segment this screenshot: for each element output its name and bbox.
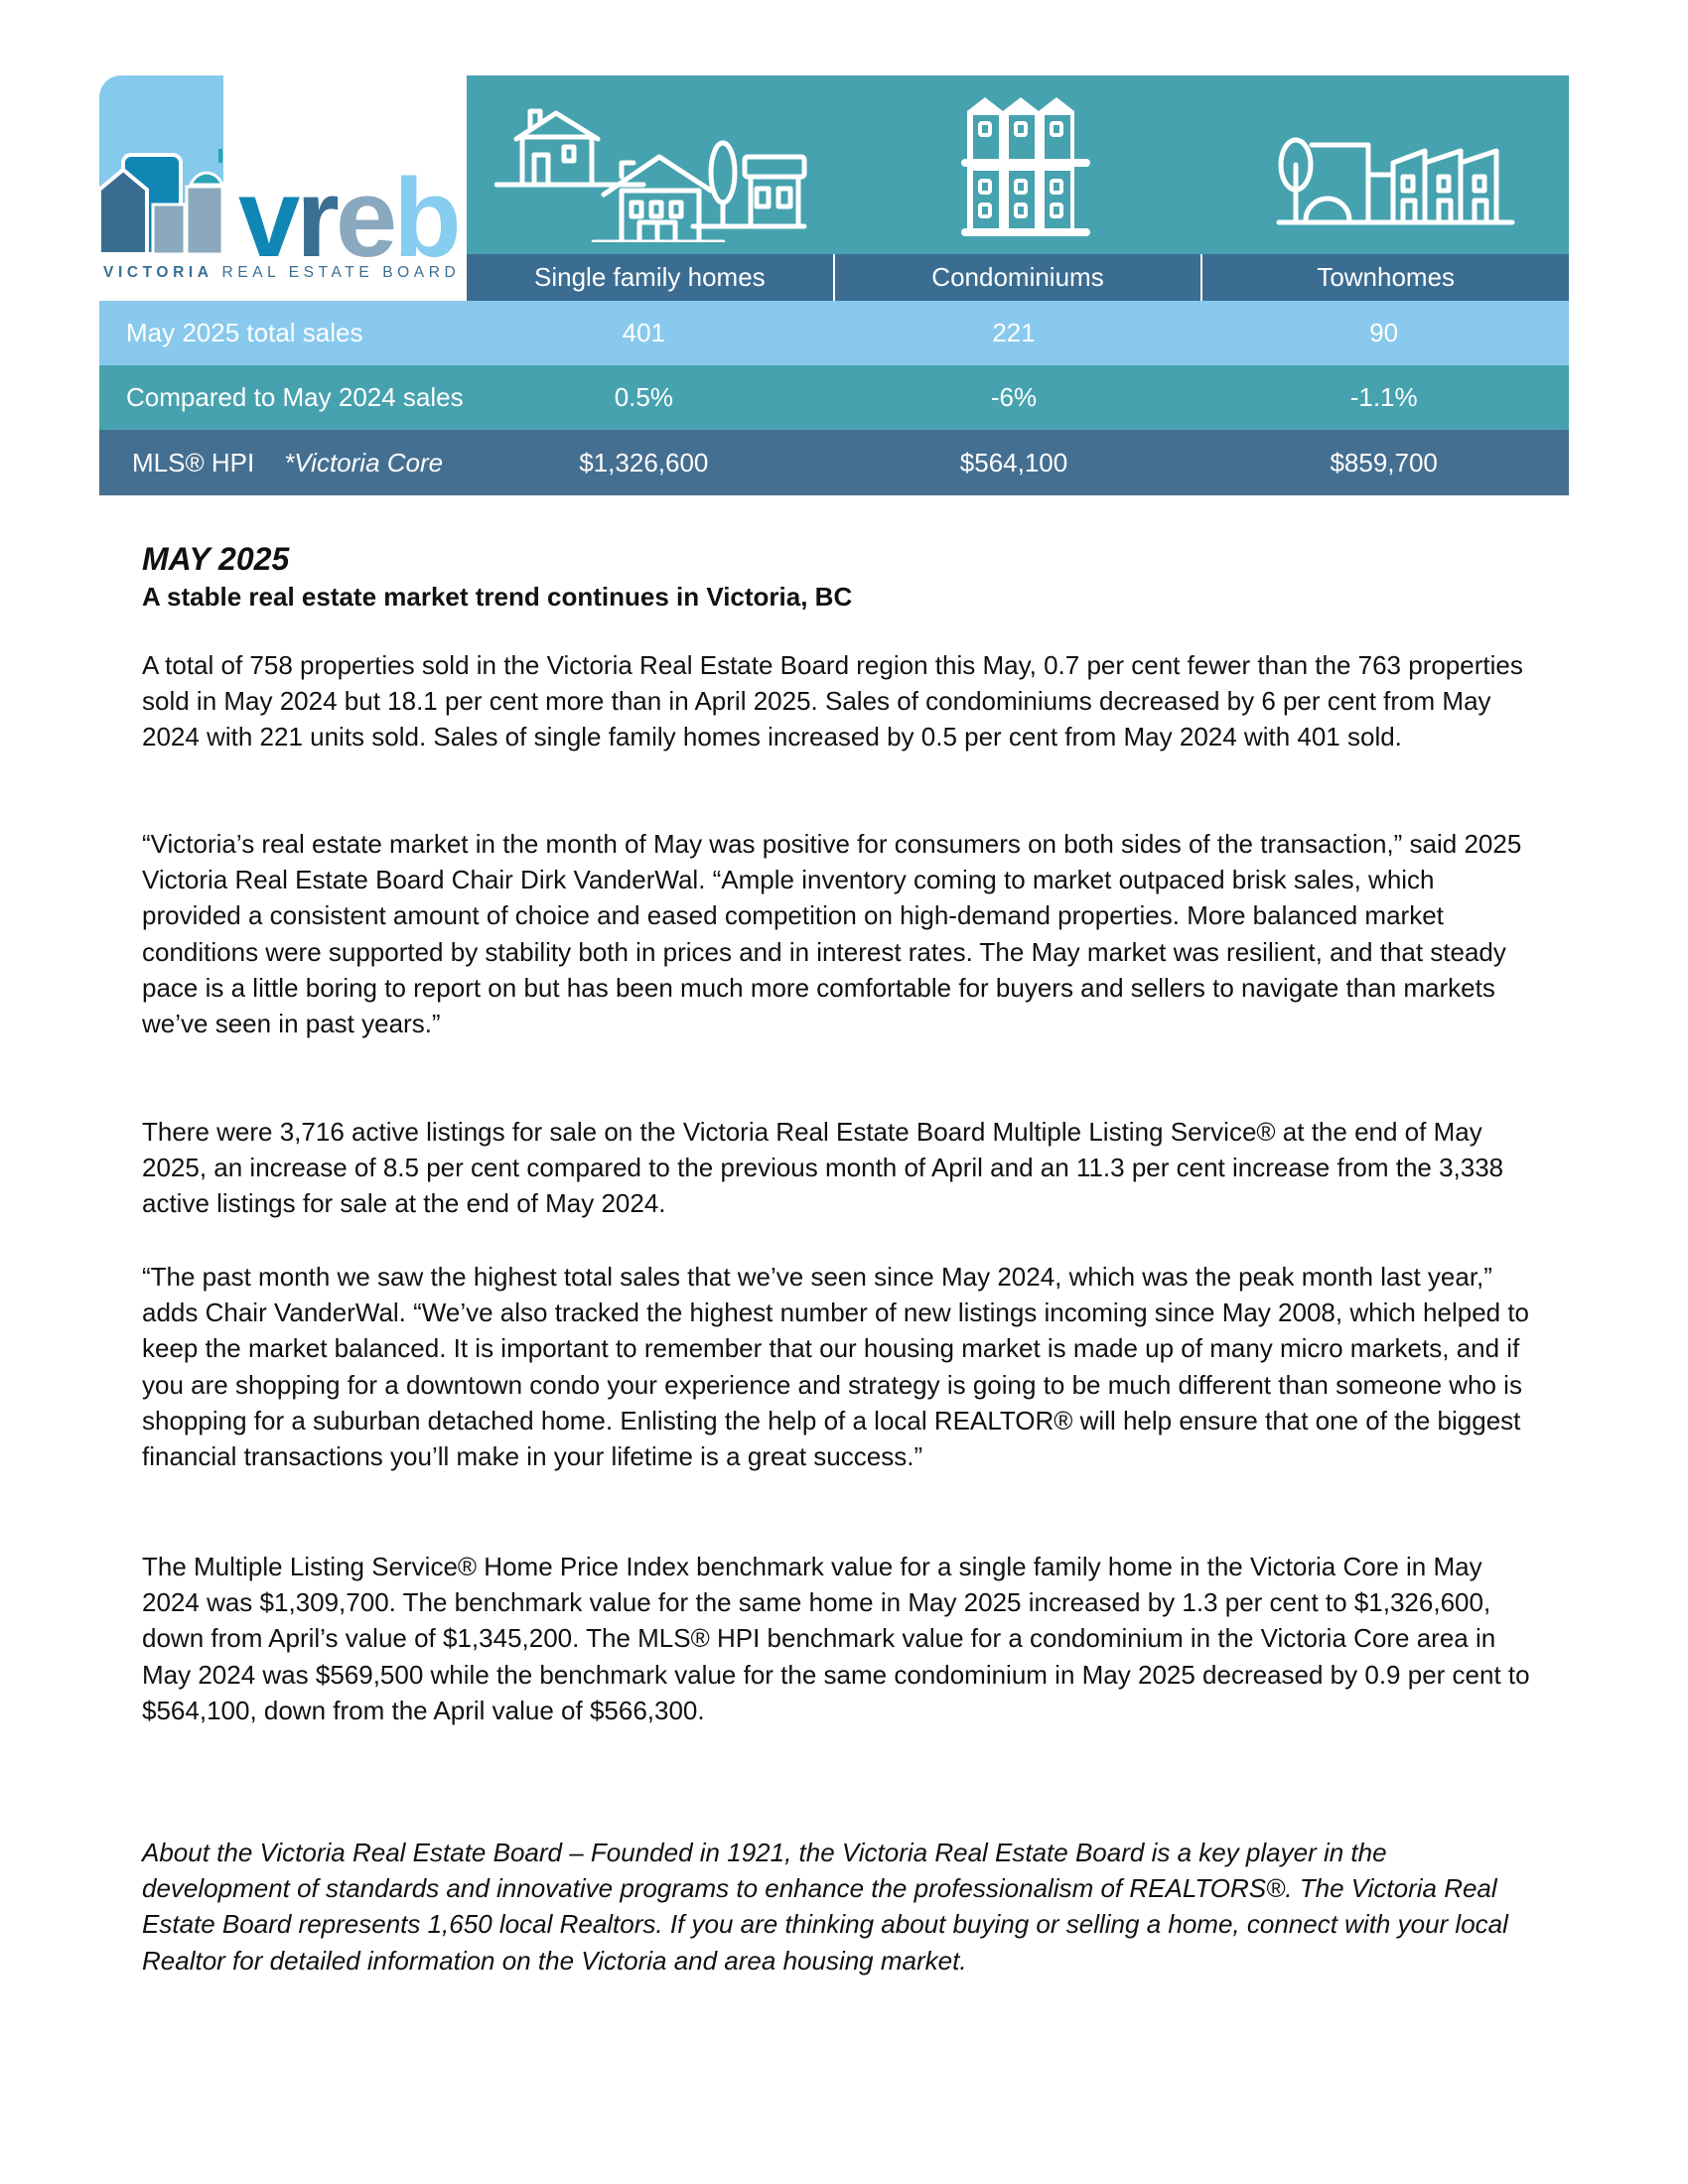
row-sublabel: *Victoria Core [284,447,444,478]
value-condominiums: -6% [990,382,1038,412]
row-label: Compared to May 2024 sales [126,382,464,412]
row-label: MLS® HPI *Victoria Core [132,447,444,478]
value-condominiums: $564,100 [959,447,1068,478]
condominiums-icon [959,93,1092,237]
value-single-family: 0.5% [614,382,673,412]
column-headers [467,254,1569,301]
logo-wordmark: vreb [238,156,458,280]
table-row-mls-hpi [99,430,1569,495]
value-single-family: $1,326,600 [579,447,709,478]
header-icon-band [467,75,1569,255]
column-header-condominiums: Condominiums [833,254,1201,301]
paragraph-chair-quote-2: “The past month we saw the highest total sales that we’ve seen since May 2024, which was the peak month last year,” adds Chair VanderWal. “We’ve also tracked the highest number of new listings incoming since May 2008, which helped to keep the market balanced. It is important to remember that our housing market is made up of many micro markets, and if you are shopping for a downtown condo your experience and strategy is going to be much different than someone who is shopping for a suburban detached home. Enlisting the help of a local REALTOR® will help ensure that one of the biggest financial transactions you’ll make in your lifetime is a great success.” [142,1262,1530,1472]
paragraph-listings: There were 3,716 active listings for sale on the Victoria Real Estate Board Multiple Listing Service® at the end of May 2025, an increase of 8.5 per cent compared to the previous month of April and an 11.3 per cent increase from the 3,338 active listings for sale at the end of May 2024. [142,1117,1504,1219]
single-family-homes-icon [494,93,812,242]
vreb-logo [99,75,467,301]
value-townhomes: -1.1% [1349,382,1418,412]
table-row-compared-sales [99,365,1569,430]
paragraph-about: About the Victoria Real Estate Board – Founded in 1921, the Victoria Real Estate Board is a key player in the development of standards and innovative programs to enhance the professionalism of REALTORS®. The Victoria Real Estate Board represents 1,650 local Realtors. If you are thinking about buying or selling a home, connect with your local Realtor for detailed information on the Victoria and area housing market. [142,1838,1508,1976]
value-single-family: 401 [622,318,666,347]
row-label: May 2025 total sales [126,318,363,347]
page-subtitle: A stable real estate market trend continues in Victoria, BC [142,582,853,612]
paragraph-chair-quote: “Victoria’s real estate market in the month of May was positive for consumers on both sides of the transaction,” said 2025 Victoria Real Estate Board Chair Dirk VanderWal. “Ample inventory coming to market outpaced brisk sales, which provided a consistent amount of choice and eased competition on high-demand properties. More balanced market conditions were supported by stability both in prices and in interest rates. The May market was resilient, and that steady pace is a little boring to report on but has been much more comfortable for buyers and sellers to navigate than markets we’ve seen in past years.” [142,829,1522,1039]
paragraph-sales: A total of 758 properties sold in the Victoria Real Estate Board region this May, 0.7 per cent fewer than the 763 properties sold in May 2024 but 18.1 per cent more than in April 2025. Sales of condominiums decreased by 6 per cent from May 2024 with 221 units sold. Sales of single family homes increased by 0.5 per cent from May 2024 with 401 sold. [142,650,1523,752]
value-condominiums: 221 [992,318,1036,347]
logo-buildings-icon [99,75,238,254]
townhomes-icon [1276,135,1519,229]
logo-tagline: VICTORIA REAL ESTATE BOARD [103,264,461,281]
table-row-total-sales [99,301,1569,365]
column-header-townhomes: Townhomes [1200,254,1569,301]
value-townhomes: 90 [1369,318,1399,347]
value-townhomes: $859,700 [1330,447,1438,478]
page-title: MAY 2025 [142,541,290,577]
column-header-single-family: Single family homes [534,262,766,292]
paragraph-hpi: The Multiple Listing Service® Home Price Index benchmark value for a single family home in the Victoria Core in May 2024 was $1,309,700. The benchmark value for the same home in May 2025 increased by 1.3 per cent to $1,326,600, down from April’s value of $1,345,200. The MLS® HPI benchmark value for a condominium in the Victoria Core area in May 2024 was $569,500 while the benchmark value for the same condominium in May 2025 decreased by 0.9 per cent to $564,100, down from the April value of $566,300. [142,1552,1530,1725]
